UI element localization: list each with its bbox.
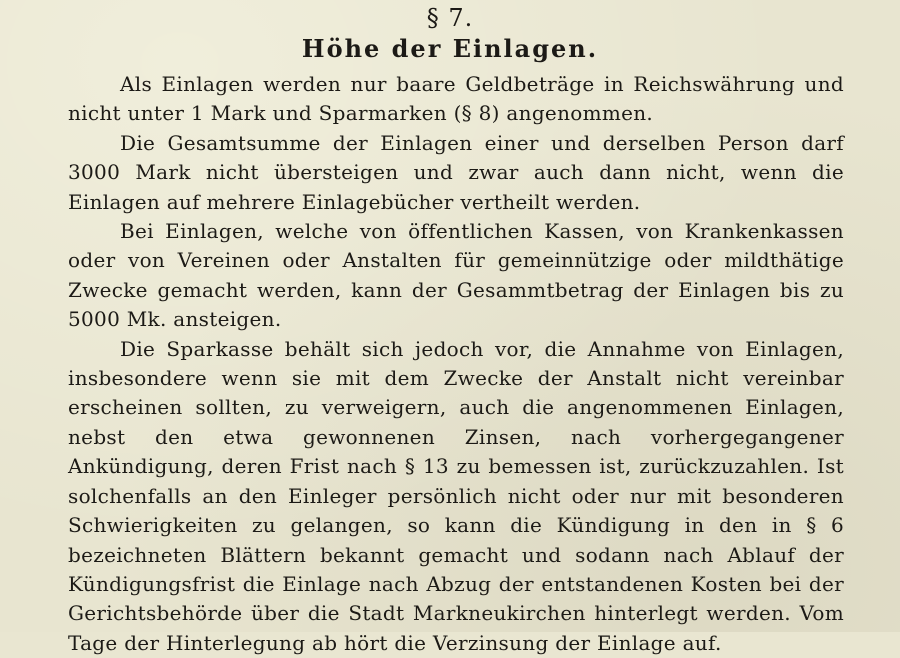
section-number: § 7. [426, 4, 474, 32]
section-title: Höhe der Einlagen. [301, 34, 599, 63]
paragraph-deposit-limit: Die Gesamtsumme der Einlagen einer und derselben Person darf 3000 Mark nicht übersteigen und zwar auch dann nicht, wenn die Einlagen auf mehrere Einlagebücher vertheilt werden. [68, 130, 844, 214]
paragraph-deposit-types: Als Einlagen werden nur baare Geldbeträge in Reichswährung und nicht unter 1 Mark und Sparmarken (§ 8) angenommen. [68, 72, 844, 126]
section-body [68, 70, 844, 658]
paragraph-refusal-and-repayment: Die Sparkasse behält sich jedoch vor, die Annahme von Einlagen, insbesondere wenn sie mit dem Zwecke der Anstalt nicht vereinbar erscheinen sollten, zu verweigern, auch die angenommenen Einlagen, nebst den etwa gewonnenen Zinsen, nach vorhergegangener Ankündigung, deren Frist nach § 13 zu bemessen ist, zurückzuzahlen. Ist solchenfalls an den Einleger persönlich nicht oder nur mit besonderen Schwierigkeiten zu gelangen, so kann die Kündigung in den in § 6 bezeichneten Blättern bekannt gemacht und sodann nach Ablauf der Kündigungsfrist die Einlage nach Abzug der entstandenen Kosten bei der Gerichtsbehörde über die Stadt Markneukirchen hinterlegt werden. Vom Tage der Hinterlegung ab hört die Verzinsung der Einlage auf. [68, 336, 844, 655]
paragraph-institution-limit: Bei Einlagen, welche von öffentlichen Kassen, von Krankenkassen oder von Vereinen oder Anstalten für gemeinnützige oder mildthätige Zwecke gemacht werden, kann der Gesammtbetrag der Einlagen bis zu 5000 Mk. ansteigen. [68, 219, 844, 332]
